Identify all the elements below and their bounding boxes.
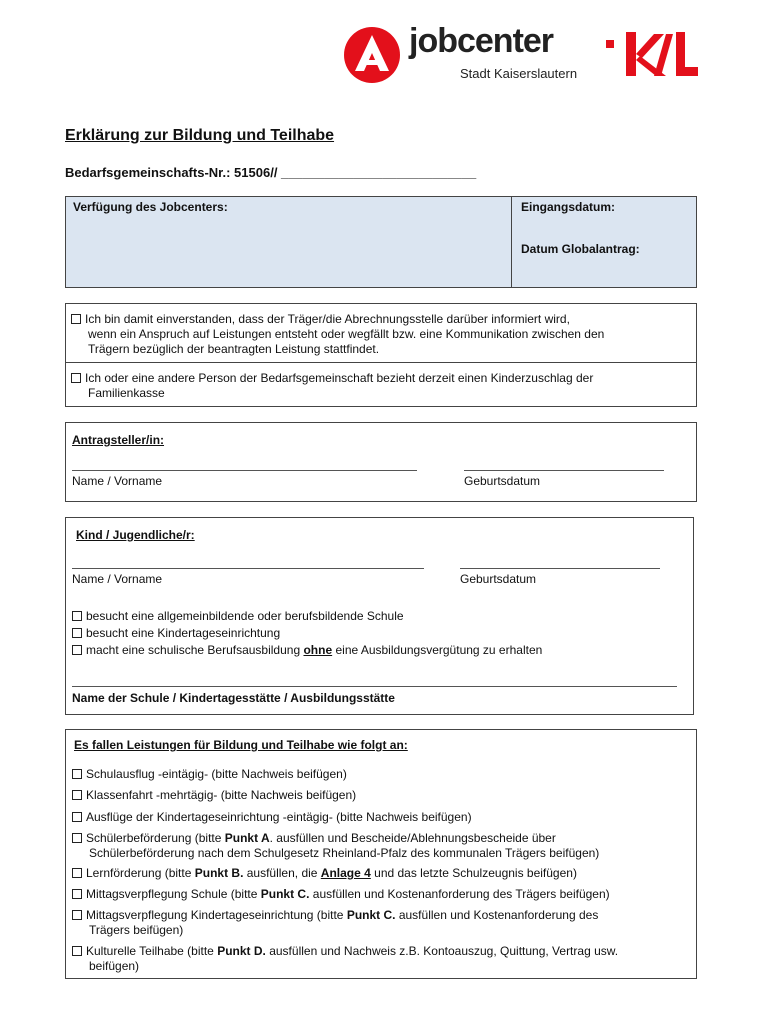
- benefit-4-line2: Schülerbeförderung nach dem Schulgesetz Rheinland-Pfalz des kommunalen Trägers beifügen): [89, 846, 600, 860]
- child-opt2-text: besucht eine Kindertageseinrichtung: [86, 626, 281, 640]
- child-option-kita[interactable]: [72, 626, 280, 641]
- benefit-4-pre: Schülerbeförderung (bitte: [86, 831, 225, 845]
- benefit-item-2[interactable]: [72, 788, 672, 803]
- benefit-item-4[interactable]: [72, 831, 672, 861]
- benefit-8-bold: Punkt D.: [217, 944, 266, 958]
- consent-2-line2: Familienkasse: [88, 386, 165, 400]
- benefit-8-pre: Kulturelle Teilhabe (bitte: [86, 944, 218, 958]
- decision-box: [65, 196, 697, 288]
- benefit-6-checkbox[interactable]: [72, 889, 82, 899]
- consent-box: [65, 303, 697, 407]
- page-title: Erklärung zur Bildung und Teilhabe: [65, 127, 335, 144]
- applicant-name-label: Name / Vorname: [72, 474, 163, 488]
- benefit-3-text: Ausflüge der Kindertageseinrichtung -eintägig- (bitte Nachweis beifügen): [86, 810, 472, 824]
- benefit-5-mid: ausfüllen, die: [243, 866, 321, 880]
- consent-1-line1: Ich bin damit einverstanden, dass der Träger/die Abrechnungsstelle darüber informiert wird,: [85, 312, 570, 326]
- jobcenter-emblem-icon: [343, 26, 401, 84]
- applicant-birth-label: Geburtsdatum: [464, 474, 541, 488]
- logo-wordmark: jobcenter: [409, 22, 554, 60]
- child-birth-field[interactable]: [460, 568, 660, 569]
- benefit-4-post: . ausfüllen und Bescheide/Ablehnungsbescheide über: [269, 831, 556, 845]
- consent-1-line2: wenn ein Anspruch auf Leistungen entsteht oder wegfällt bzw. eine Kommunikation zwischen den: [88, 327, 605, 341]
- benefit-2-checkbox[interactable]: [72, 790, 82, 800]
- benefit-4-checkbox[interactable]: [72, 833, 82, 843]
- applicant-birth-field[interactable]: [464, 470, 664, 471]
- city-logo: [606, 30, 700, 82]
- benefit-5-post: und das letzte Schulzeugnis beifügen): [370, 866, 577, 880]
- child-opt3-post: eine Ausbildungsvergütung zu erhalten: [332, 643, 543, 657]
- school-name-field[interactable]: [72, 686, 677, 687]
- global-date-label: Datum Globalantrag:: [521, 242, 640, 256]
- school-name-label: Name der Schule / Kindertagesstätte / Ausbildungsstätte: [72, 691, 395, 705]
- consent-checkbox-2[interactable]: [71, 373, 81, 383]
- child-birth-label: Geburtsdatum: [460, 572, 537, 586]
- benefit-8-checkbox[interactable]: [72, 946, 82, 956]
- benefit-8-line2: beifügen): [89, 959, 140, 973]
- benefits-heading: Es fallen Leistungen für Bildung und Teilhabe wie folgt an:: [74, 738, 408, 752]
- child-school-checkbox[interactable]: [72, 611, 82, 621]
- benefit-3-checkbox[interactable]: [72, 812, 82, 822]
- benefit-item-5[interactable]: [72, 866, 672, 881]
- benefit-item-1[interactable]: [72, 767, 672, 782]
- benefit-item-6[interactable]: [72, 887, 672, 902]
- child-opt1-text: besucht eine allgemeinbildende oder berufsbildende Schule: [86, 609, 404, 623]
- benefit-5-pre: Lernförderung (bitte: [86, 866, 195, 880]
- benefit-7-post: ausfüllen und Kostenanforderung des: [395, 908, 599, 922]
- consent-checkbox-1[interactable]: [71, 314, 81, 324]
- benefit-1-text: Schulausflug -eintägig- (bitte Nachweis beifügen): [86, 767, 347, 781]
- child-option-training[interactable]: [72, 643, 542, 658]
- child-training-checkbox[interactable]: [72, 645, 82, 655]
- benefit-2-text: Klassenfahrt -mehrtägig- (bitte Nachweis beifügen): [86, 788, 357, 802]
- benefit-8-post: ausfüllen und Nachweis z.B. Kontoauszug, Quittung, Vertrag usw.: [265, 944, 619, 958]
- child-name-label: Name / Vorname: [72, 572, 163, 586]
- benefit-item-8[interactable]: [72, 944, 672, 974]
- benefit-7-pre: Mittagsverpflegung Kindertageseinrichtung (bitte: [86, 908, 347, 922]
- benefit-6-post: ausfüllen und Kostenanforderung des Trägers beifügen): [309, 887, 610, 901]
- benefit-4-bold: Punkt A: [224, 831, 270, 845]
- benefit-6-bold: Punkt C.: [260, 887, 310, 901]
- benefit-5-bold: Punkt B.: [194, 866, 244, 880]
- consent-1-line3: Trägern bezüglich der beantragten Leistung stattfindet.: [88, 342, 380, 356]
- benefit-5-checkbox[interactable]: [72, 868, 82, 878]
- child-opt3-bold: ohne: [303, 643, 333, 657]
- bg-number: Bedarfsgemeinschafts-Nr.: 51506// ___________________________: [65, 165, 477, 180]
- city-logo-text: [606, 30, 608, 31]
- benefit-item-3[interactable]: [72, 810, 672, 825]
- benefit-item-7[interactable]: [72, 908, 672, 938]
- decision-label: Verfügung des Jobcenters:: [73, 200, 228, 214]
- benefit-7-checkbox[interactable]: [72, 910, 82, 920]
- child-heading: Kind / Jugendliche/r:: [76, 528, 195, 542]
- child-box: [65, 517, 694, 715]
- kaiserslautern-logo-icon: [606, 30, 700, 82]
- applicant-name-field[interactable]: [72, 470, 417, 471]
- child-option-school[interactable]: [72, 609, 404, 624]
- logo-subtitle: Stadt Kaiserslautern: [460, 66, 578, 81]
- benefit-5-bold2: Anlage 4: [320, 866, 371, 880]
- child-name-field[interactable]: [72, 568, 424, 569]
- benefit-7-line2: Trägers beifügen): [89, 923, 184, 937]
- benefit-6-pre: Mittagsverpflegung Schule (bitte: [86, 887, 261, 901]
- child-kita-checkbox[interactable]: [72, 628, 82, 638]
- consent-2-line1: Ich oder eine andere Person der Bedarfsgemeinschaft bezieht derzeit einen Kinderzuschlag der: [85, 371, 594, 385]
- benefit-1-checkbox[interactable]: [72, 769, 82, 779]
- child-opt3-pre: macht eine schulische Berufsausbildung: [86, 643, 304, 657]
- jobcenter-logo: [343, 22, 603, 86]
- applicant-heading: Antragsteller/in:: [72, 433, 165, 447]
- applicant-box: [65, 422, 697, 502]
- incoming-date-label: Eingangsdatum:: [521, 200, 616, 214]
- benefit-7-bold: Punkt C.: [346, 908, 396, 922]
